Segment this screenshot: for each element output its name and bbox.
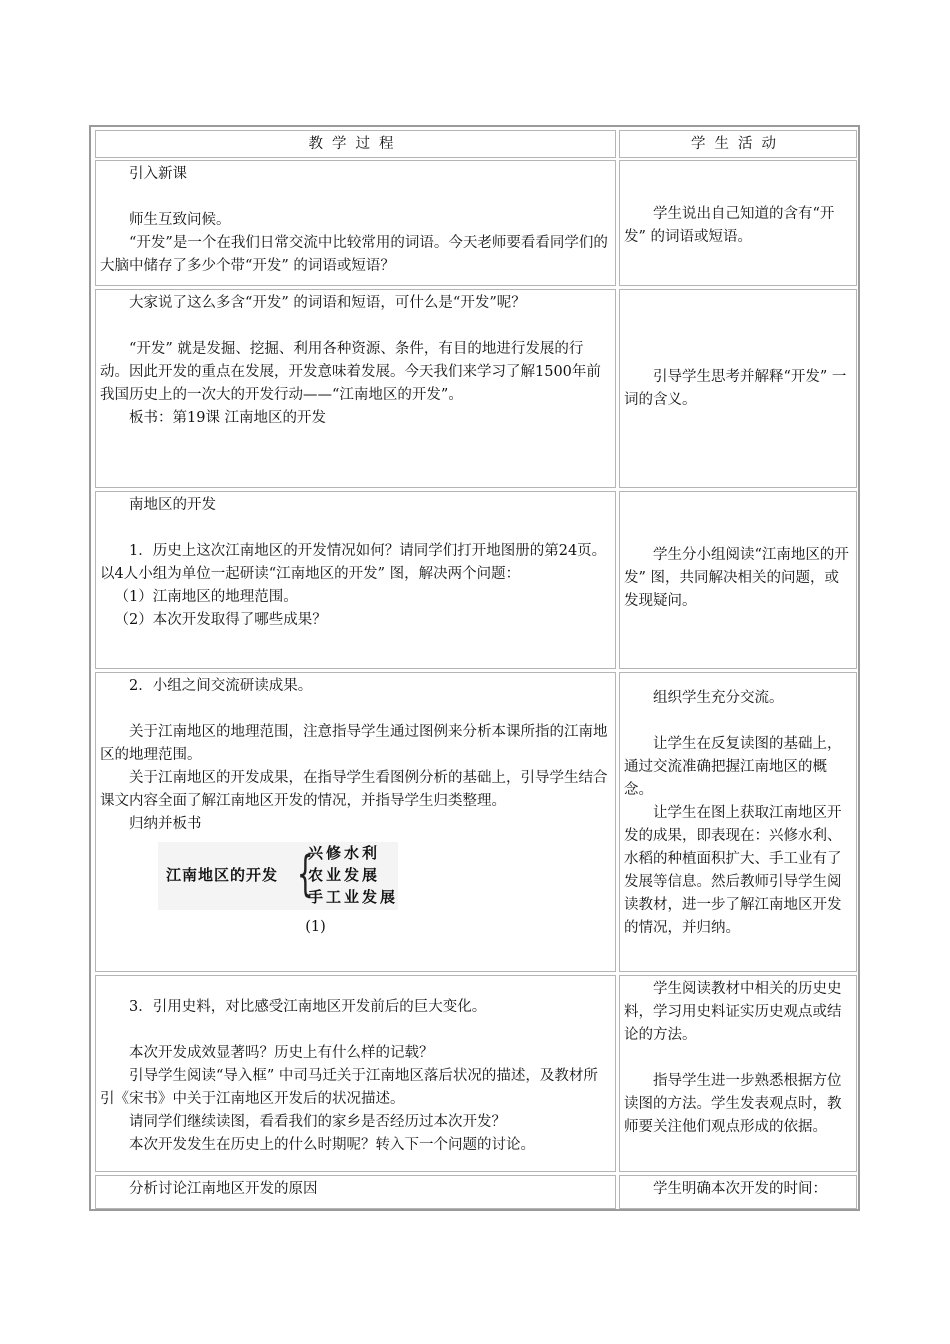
diagram-item: 农业发展 (308, 866, 381, 884)
row1-title: 引入新课 (129, 166, 187, 182)
row4-activity-3: 让学生在图上获取江南地区开发的成果，即表现在：兴修水利、水稻的种植面积扩大、手工业有了发展等信息。然后教师引导学生阅读教材，进一步了解江南地区开发的情况，并归纳。 (624, 805, 842, 936)
row4-title: 2．小组之间交流研读成果。 (129, 678, 313, 694)
row2-para1: 大家说了这么多含“开发” 的词语和短语，可什么是“开发”呢？ (129, 295, 526, 311)
row1-teaching (95, 160, 616, 286)
row3-item2: （2）本次开发取得了哪些成果？ (114, 612, 327, 628)
row6-title: 分析讨论江南地区开发的原因 (129, 1181, 318, 1197)
row6-activity (619, 1175, 857, 1209)
row3-title: 南地区的开发 (129, 497, 216, 513)
row3-teaching (95, 491, 616, 669)
row1-activity (619, 160, 857, 286)
spacer (100, 517, 611, 540)
diagram-item: 手工业发展 (308, 888, 399, 906)
row3-item1: （1）江南地区的地理范围。 (114, 589, 298, 605)
diagram-item: 兴修水利 (308, 844, 381, 862)
row1-para2: “开发”是一个在我们日常交流中比较常用的词语。今天老师要看看同学们的大脑中储存了多少个带“开发” 的词语或短语？ (100, 235, 608, 274)
row4-activity-1: 组织学生充分交流。 (653, 690, 784, 706)
row2-blackboard: 板书：第19课 江南地区的开发 (129, 410, 327, 426)
header-teaching-process: 教学过程 (95, 130, 616, 158)
spacer (100, 186, 611, 209)
row5-para4: 本次开发发生在历史上的什么时期呢？转入下一个问题的讨论。 (129, 1137, 535, 1153)
spacer (100, 1019, 611, 1042)
row6-activity-text: 学生明确本次开发的时间： (653, 1181, 827, 1197)
row5-teaching (95, 975, 616, 1172)
row1-para1: 师生互致问候。 (129, 212, 231, 228)
spacer (624, 710, 852, 733)
row3-activity-text: 学生分小组阅读“江南地区的开发” 图，共同解决相关的问题，或发现疑问。 (624, 547, 849, 609)
row2-activity (619, 289, 857, 488)
diagram-main-label: 江南地区的开发 (166, 866, 279, 884)
diagram-caption: (1) (305, 919, 326, 935)
row5-title: 3．引用史料，对比感受江南地区开发前后的巨大变化。 (129, 999, 487, 1015)
row4-activity-2: 让学生在反复读图的基础上，通过交流准确把握江南地区的概念。 (624, 736, 842, 798)
row5-activity-2: 指导学生进一步熟悉根据方位读图的方法。学生发表观点时，教师要关注他们观点形成的依据。 (624, 1073, 842, 1135)
row2-para2: “开发” 就是发掘、挖掘、利用各种资源、条件，有目的地进行发展的行动。因此开发的重点在发展，开发意味着发展。今天我们来学习了解1500年前我国历史上的一次大的开发行动——“江南地区的开发”。 (100, 341, 601, 403)
brace-icon: { (296, 846, 314, 902)
row4-para1: 关于江南地区的地理范围，注意指导学生通过图例来分析本课所指的江南地区的地理范围。 (100, 724, 608, 763)
row4-teaching (95, 672, 616, 972)
row5-activity (619, 975, 857, 1172)
row4-activity (619, 672, 857, 972)
header-student-activity: 学生活动 (619, 130, 857, 158)
row2-activity-text: 引导学生思考并解释“开发” 一词的含义。 (624, 369, 847, 408)
lesson-plan-table (89, 125, 860, 1211)
summary-diagram (158, 842, 398, 910)
row6-teaching (95, 1175, 616, 1209)
row5-activity-1: 学生阅读教材中相关的历史史料，学习用史料证实历史观点或结论的方法。 (624, 981, 842, 1043)
spacer (100, 698, 611, 721)
spacer (624, 1047, 852, 1070)
row4-summary-label: 归纳并板书 (129, 816, 202, 832)
row4-para2: 关于江南地区的开发成果，在指导学生看图例分析的基础上，引导学生结合课文内容全面了解江南地区开发的情况，并指导学生归类整理。 (100, 770, 608, 809)
row5-para1: 本次开发成效显著吗？历史上有什么样的记载？ (129, 1045, 434, 1061)
row3-question: 1．历史上这次江南地区的开发情况如何？请同学们打开地图册的第24页。以4人小组为单位一起研读“江南地区的开发” 图，解决两个问题： (100, 543, 607, 582)
row1-activity-text: 学生说出自己知道的含有“开发” 的词语或短语。 (624, 206, 835, 245)
spacer (100, 315, 611, 338)
diagram-items (308, 842, 398, 908)
row2-teaching (95, 289, 616, 488)
row3-activity (619, 491, 857, 669)
row5-para3: 请同学们继续读图，看看我们的家乡是否经历过本次开发？ (129, 1114, 506, 1130)
row5-para2: 引导学生阅读“导入框” 中司马迁关于江南地区落后状况的描述，及教材所引《宋书》中关于江南地区开发后的状况描述。 (100, 1068, 598, 1107)
